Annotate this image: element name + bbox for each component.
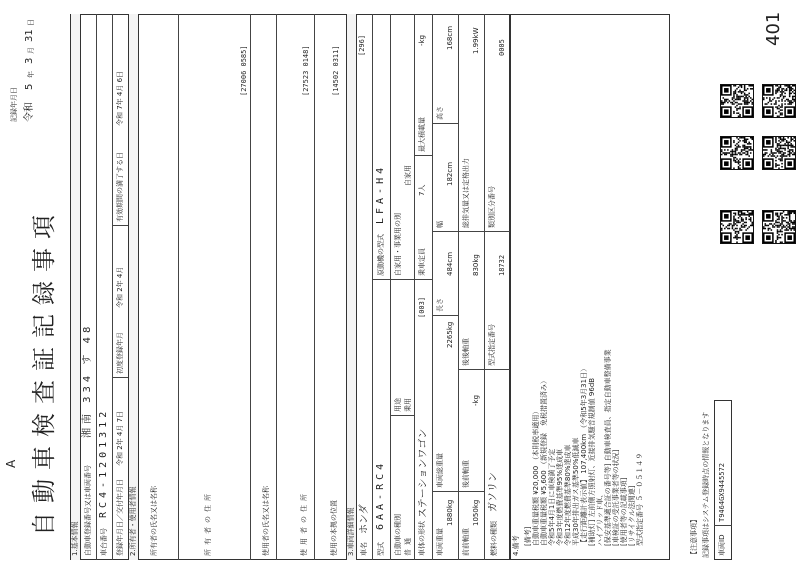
front-mid-axle-value: -kg — [472, 394, 480, 406]
rule — [714, 525, 732, 526]
section-basic-header — [70, 14, 81, 560]
rule — [458, 369, 484, 370]
rule — [112, 377, 128, 378]
height-value: 168cm — [446, 25, 454, 50]
record-date-month: 3 — [24, 57, 35, 64]
notes-line: [リサイクル法関連] — [628, 485, 636, 546]
rule — [250, 14, 251, 560]
rule — [372, 14, 373, 560]
mark-a: A — [4, 459, 18, 468]
notes-line: 平成30年排出ガス基準50%低減車 — [572, 437, 580, 546]
chassis-label: 車台番号 — [100, 528, 108, 556]
section-vehicle-header — [346, 14, 357, 560]
section-owner-header — [128, 14, 139, 560]
attention-text: 記録事項はシステム登録時点の情報となります — [702, 411, 710, 558]
front-mid-axle-label: 後前軸重 — [462, 460, 470, 488]
owner-address-label: 所有者の住所 — [204, 490, 212, 556]
rule — [372, 279, 390, 280]
fuel-label: 燃料の種類 — [490, 521, 498, 556]
user-code: [27523 0148] — [302, 45, 310, 96]
rule — [458, 231, 484, 232]
private-label: 自家用・事業用の別 — [394, 213, 402, 276]
rule — [484, 14, 485, 560]
section-owner-title: 2.所有者・使用者情報 — [129, 486, 137, 556]
qr-code — [762, 136, 796, 170]
record-date-era: 令和 — [24, 102, 35, 122]
rule — [484, 231, 510, 232]
rule — [112, 14, 113, 560]
length-label: 長さ — [436, 298, 444, 312]
class-no-label: 類別区分番号 — [488, 186, 496, 228]
shape-value: ステーションワゴン — [418, 428, 429, 518]
section-vehicle-title: 3.車両詳細情報 — [347, 507, 355, 556]
kind-label: 自動車の種別 — [394, 514, 402, 556]
notes-line: ハイブリッド車、 — [596, 490, 604, 546]
reg-number-label: 自動車登録番号又は車両番号 — [84, 465, 92, 556]
record-date-month-unit: 月 — [27, 47, 35, 54]
rule — [178, 14, 179, 560]
qr-code — [720, 136, 754, 170]
capacity-value: 7人 — [418, 184, 426, 196]
maker-code: [296] — [358, 34, 366, 56]
record-date-label: 記録年月日 — [10, 87, 18, 122]
engine-label: 原動機の型式 — [377, 234, 385, 276]
reg-number-value: 湘南 334 す 48 — [82, 322, 93, 438]
notes-line: 【走行距離計表示値】 107,400km （令和5年3月31日） — [580, 364, 588, 546]
rule — [432, 491, 458, 492]
model-label: 型式 — [377, 542, 385, 556]
base-location-code: [14502 0311] — [332, 45, 340, 96]
record-date-year-unit: 年 — [27, 71, 35, 78]
rule — [96, 14, 97, 560]
attention-title: 【注意事項】 — [690, 516, 698, 558]
chassis-value: RC4-1201312 — [98, 407, 109, 518]
fuel-value: ガソリン — [488, 472, 499, 512]
owner-code: [27006 0585] — [240, 45, 248, 96]
notes-title: 4.備考 — [512, 535, 520, 556]
rule — [432, 123, 458, 124]
model-value: 6AA-RC4 — [375, 459, 386, 530]
rule — [484, 369, 510, 370]
record-date-day-unit: 日 — [27, 19, 35, 26]
notes-line: [使用者等の記載事項] — [620, 477, 628, 546]
first-reg-date-value: 令和 2年 4月 — [116, 266, 124, 308]
qr-code — [762, 210, 796, 244]
length-value: 484cm — [446, 251, 454, 276]
record-date-day: 31 — [24, 29, 35, 42]
max-load-value: -kg — [418, 34, 426, 46]
qr-code — [720, 210, 754, 244]
front-axle-label: 前前軸重 — [462, 528, 470, 556]
page-number: 401 — [763, 11, 784, 46]
rule — [414, 279, 432, 280]
maker-value: ホンダ — [359, 504, 370, 534]
rule — [458, 491, 484, 492]
rear-axle-label: 後後軸重 — [462, 338, 470, 366]
first-reg-date-label: 初度登録年月 — [116, 332, 124, 374]
rule — [390, 279, 414, 280]
model-no-value: 18732 — [498, 254, 506, 276]
notes-line: 型式指定番号 ５－０５１４９ — [636, 452, 644, 546]
max-load-label: 最大積載量 — [418, 117, 426, 152]
notes-line: [備考] — [524, 526, 532, 546]
notes-line: 令和3年度燃費基準95%達成車 — [556, 448, 564, 546]
notes-line: [車検証の受託事業者等の状況] — [612, 449, 620, 546]
expiry-value: 令和 7年 4月 6日 — [116, 70, 124, 126]
user-name-label: 使用者の氏名又は名称 — [262, 486, 270, 556]
gross-weight-value: 2265kg — [446, 321, 454, 348]
vehicle-id-value: T9464GX9445572 — [718, 462, 726, 522]
rule — [432, 231, 458, 232]
rule — [414, 155, 432, 156]
engine-value: LFA-H4 — [375, 163, 386, 224]
weight-label: 車両重量 — [436, 528, 444, 556]
kind-value: 普通 — [404, 534, 412, 556]
notes-line: [補助灯] 左前側方照射灯、近接排気騒音規制値 96dB — [588, 377, 596, 546]
rule — [314, 14, 315, 560]
class-no-value: 0005 — [498, 39, 506, 56]
notes-line: 令和12年度燃費基準80%達成車 — [564, 444, 572, 546]
first-reg-label: 登録年月日／交付年月日 — [116, 479, 124, 556]
record-date-year: 5 — [24, 83, 35, 90]
section-basic-title: 1.基本情報 — [71, 521, 79, 556]
power-value: 1.99kW — [472, 27, 480, 54]
page-title: 自動車検査証記録事項 — [30, 206, 58, 536]
gross-weight-label: 車両総重量 — [436, 453, 444, 488]
capacity-label: 乗車定員 — [418, 248, 426, 276]
height-label: 高さ — [436, 106, 444, 120]
qr-code — [762, 84, 796, 118]
rule — [390, 415, 414, 416]
record-date-box — [8, 8, 46, 126]
rule — [458, 14, 459, 560]
first-reg-value: 令和 2年 4月 7日 — [116, 410, 124, 466]
user-address-label: 使用者の住所 — [300, 490, 308, 556]
private-value: 自家用 — [404, 165, 412, 186]
weight-value: 1880kg — [446, 499, 454, 526]
maker-label: 車名 — [360, 542, 368, 556]
notes-line: 令和5年4月1日に車検満了予定 — [548, 448, 556, 546]
width-value: 182cm — [446, 161, 454, 186]
base-location-label: 使用の本拠の位置 — [330, 500, 338, 556]
notes-line: 自動車重量税額 ¥20,000 （本則税率適用） — [532, 407, 540, 546]
power-label: 総排気量又は定格出力 — [462, 158, 470, 228]
rule — [432, 14, 433, 560]
owner-name-label: 所有者の氏名又は名称 — [150, 486, 158, 556]
use-label: 用途 — [394, 398, 402, 412]
vehicle-id-label: 車両ID — [718, 534, 726, 556]
qr-code — [720, 84, 754, 118]
shape-code: [003] — [418, 296, 426, 318]
notes-line: [保安基準適合証の番号等] 自動車検査員、指定自動車整備事業 — [604, 349, 612, 546]
notes-line: 自動車重量税額 ¥5,600 （新規登録 免税措置済み） — [540, 377, 548, 546]
front-axle-value: 1050kg — [472, 499, 480, 526]
rule — [390, 14, 391, 560]
rule — [432, 315, 458, 316]
rule — [276, 14, 277, 560]
shape-label: 車体の形状 — [418, 521, 426, 556]
model-no-label: 型式指定番号 — [488, 324, 496, 366]
rule — [414, 14, 415, 560]
expiry-label: 有効期間の満了する日 — [116, 152, 124, 222]
width-label: 幅 — [436, 221, 444, 228]
rule — [112, 225, 128, 226]
rear-axle-value: 830kg — [472, 254, 480, 276]
use-value: 乗用 — [404, 398, 412, 412]
